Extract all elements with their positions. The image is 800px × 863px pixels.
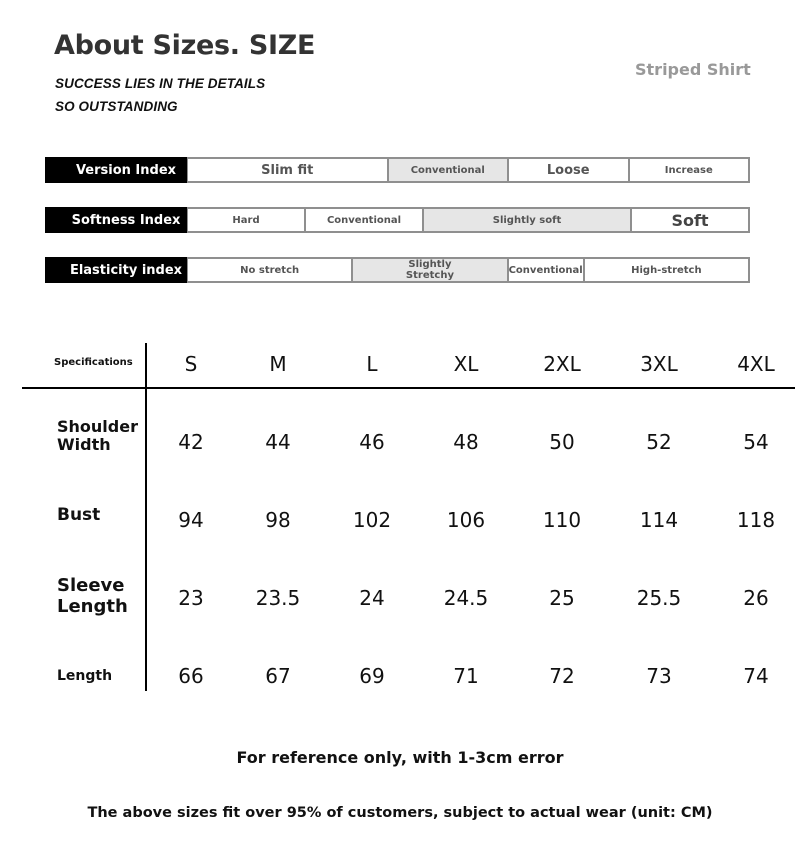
- version-option-increase: Increase: [629, 157, 751, 183]
- elasticity-option-no-stretch: No stretch: [187, 257, 352, 283]
- table-cell: 94: [178, 508, 204, 532]
- version-option-loose: Loose: [508, 157, 629, 183]
- tagline-1: SUCCESS LIES IN THE DETAILS: [55, 76, 266, 91]
- row-label: Sleeve Length: [57, 575, 128, 617]
- row-label: Length: [57, 668, 113, 684]
- softness-option-soft: Soft: [631, 207, 750, 233]
- reference-note: For reference only, with 1-3cm error: [236, 748, 564, 767]
- table-cell: 110: [542, 508, 582, 532]
- table-cell: 67: [265, 664, 291, 688]
- size-header: S: [184, 352, 198, 376]
- version-index-label: Version Index: [45, 157, 187, 183]
- softness-option-hard: Hard: [187, 207, 305, 233]
- size-header: L: [366, 352, 378, 376]
- table-cell: 26: [743, 586, 769, 610]
- table-cell: 23.5: [255, 586, 301, 610]
- table-cell: 25.5: [636, 586, 682, 610]
- table-cell: 71: [453, 664, 479, 688]
- softness-option-slightly-soft: Slightly soft: [423, 207, 631, 233]
- table-cell: 25: [549, 586, 575, 610]
- table-cell: 66: [178, 664, 204, 688]
- version-option-conventional: Conventional: [388, 157, 509, 183]
- row-label: Bust: [57, 505, 101, 525]
- table-cell: 54: [743, 430, 769, 454]
- table-cell: 24.5: [443, 586, 489, 610]
- size-header: 2XL: [543, 352, 581, 376]
- table-cell: 102: [352, 508, 392, 532]
- size-header: 4XL: [737, 352, 775, 376]
- table-cell: 73: [646, 664, 672, 688]
- table-cell: 69: [359, 664, 385, 688]
- size-header: 3XL: [640, 352, 678, 376]
- table-cell: 23: [178, 586, 204, 610]
- table-cell: 106: [446, 508, 486, 532]
- elasticity-index-bar: [45, 257, 750, 283]
- softness-index-bar: [45, 207, 750, 233]
- elasticity-option-slightly-stretchy: Slightly Stretchy: [352, 257, 507, 283]
- elasticity-index-label: Elasticity index: [45, 257, 187, 283]
- tagline-2: SO OUTSTANDING: [55, 99, 178, 114]
- spec-header-label: Specifications: [54, 357, 133, 368]
- softness-index-label: Softness Index: [45, 207, 187, 233]
- version-index-bar: [45, 157, 750, 183]
- table-cell: 74: [743, 664, 769, 688]
- row-label: Shoulder Width: [57, 417, 138, 454]
- size-header: M: [269, 352, 287, 376]
- softness-option-conventional: Conventional: [305, 207, 423, 233]
- product-name: Striped Shirt: [635, 60, 751, 79]
- size-header: XL: [453, 352, 479, 376]
- table-cell: 50: [549, 430, 575, 454]
- page-title: About Sizes. SIZE: [54, 30, 316, 61]
- table-cell: 98: [265, 508, 291, 532]
- elasticity-option-high-stretch: High-stretch: [584, 257, 750, 283]
- table-cell: 114: [639, 508, 679, 532]
- fit-note: The above sizes fit over 95% of customers, subject to actual wear (unit: CM): [87, 805, 713, 821]
- table-cell: 72: [549, 664, 575, 688]
- table-cell: 46: [359, 430, 385, 454]
- table-cell: 24: [359, 586, 385, 610]
- table-cell: 52: [646, 430, 672, 454]
- table-cell: 48: [453, 430, 479, 454]
- table-cell: 118: [736, 508, 776, 532]
- elasticity-option-conventional: Conventional: [508, 257, 584, 283]
- table-cell: 44: [265, 430, 291, 454]
- table-cell: 42: [178, 430, 204, 454]
- version-option-slim-fit: Slim fit: [187, 157, 388, 183]
- table-header-divider: [22, 387, 795, 389]
